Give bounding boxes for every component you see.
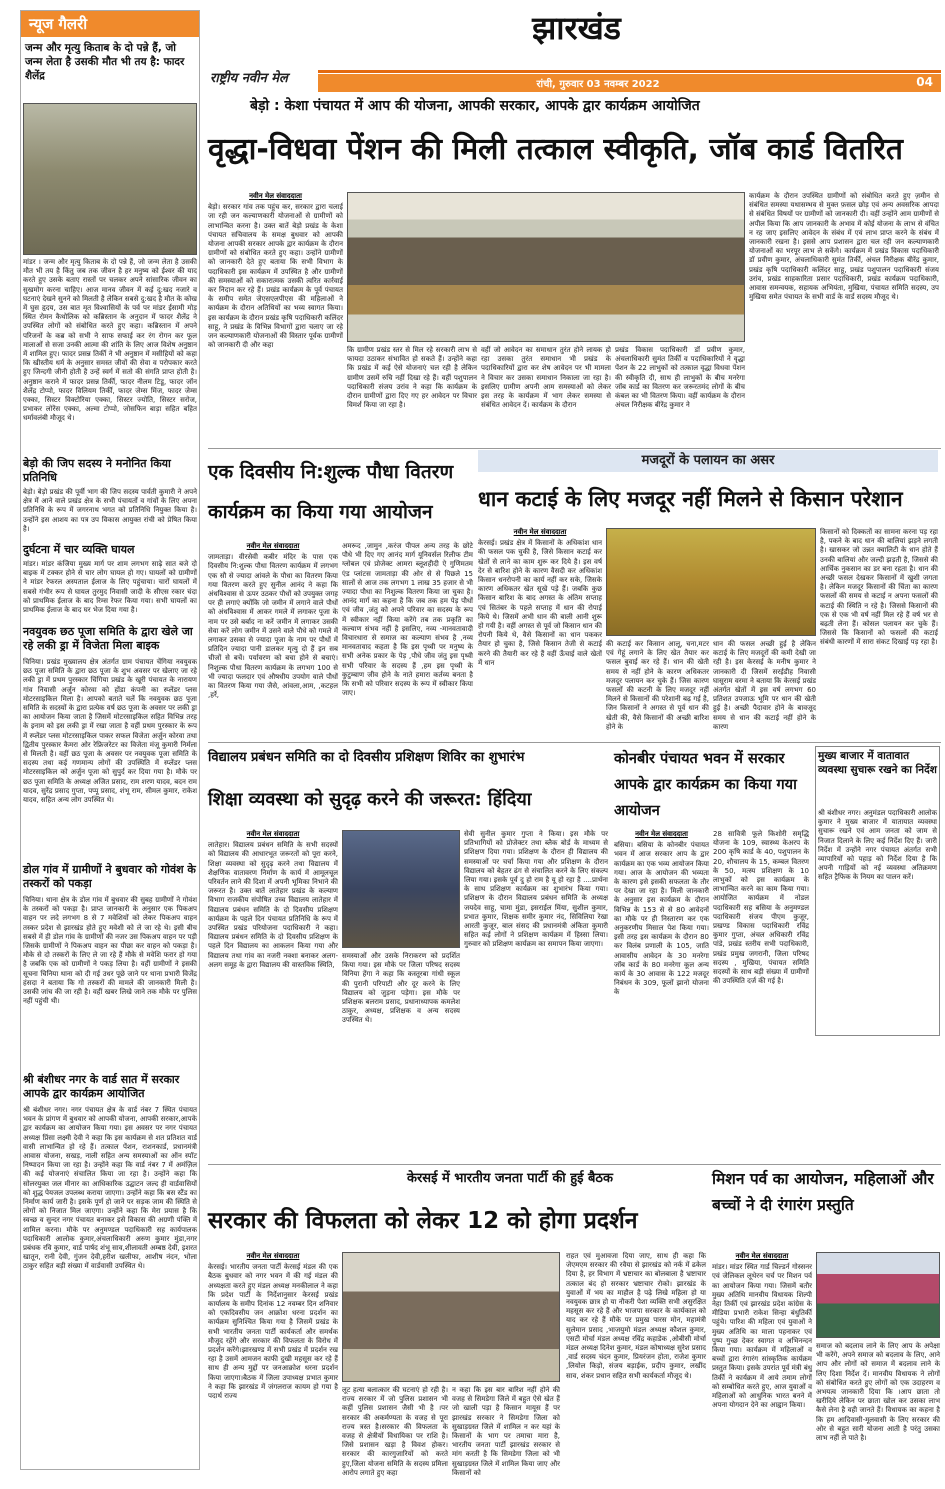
date-line: रांची, गुरुवार 03 नवम्बर 2022 (536, 79, 660, 90)
bjp-kicker: केरसई में भारतीय जनता पार्टी की हुई बैठक (407, 1171, 613, 1186)
school-kicker-box (208, 744, 608, 772)
bjp-col-1-text: केरसई। भारतीय जनता पार्टी केरसई मंडल की एक बैठक बुधवार को नगर भवन में की गई मंडल की अध्यक्षता करते हुए मंडल अध्यक्ष मनकीलाल ने कहा कि प्रदेश पार्टी के निर्देशानुसार केरसई प्रखंड कार्यालय के समीप दिनांक 12 नवम्बर दिन शनिवार को एकदिवसीय जन आक्रोश धरना प्रदर्शन का कार्यक्रम सुनिश्चित किया गया है जिसमें प्रखंड के सभी भारतीय जनता पार्टी कार्यकर्ता और समर्थक मौजूद रहेंगे और सरकार की विफलता के विरोध में प्रदर्शन करेंगे।झारखण्ड में सभी प्रखंड में प्रदर्शन रख रहा है उसमें आमजन काफी दुखी महसूस कर रहे हैं साथ ही अन्य मुद्दों पर जनआक्रोश धरना प्रदर्शन किया जाएगा।बैठक में जिला उपाध्यक्ष प्रभात कुमार ने कहा कि झारखंड में जंगलराज कायम हो गया है पदार्थ राज्य (208, 1263, 338, 1401)
bjp-col-1 (208, 1252, 338, 1472)
sidebar-quote-body: मांडर । जन्म और मृत्यु किताब के दो पन्ने हैं, जो जन्म लेता है उसकी मौत भी तय है किंतु जब तक जीवन है हर मनुष्य को ईश्वर की याद करते हुए उसके बताए रास्ताें पर चलकर अपने सांसारिक जीवन का सुखमोग करना चाहिए। आज मानव जीवन में कई दु:खद नजारे व घटनाएं देखने सुनने को मिलती है लेकिन सबसे दु:खद है मौत के कोख में घुस हृदय, उस बात मृत विश्वासियों के पर्व पर मांडर ईसामी मोड़ स्थित रोमन कैथोलिक को कब्रिस्तान के अनुदान में फादर शैलेंद्र ने उपस्थित लोगों को संबोधित करते हुए कहा। कब्रिस्तान में अपने परिजनों के कब्र को सभी ने साफ सफाई कर रंग रोगन कर फूल मालाओं से सजा उनकी आत्मा की शांति के लिए आज विशेष अनुष्ठान में शामिल हुए। फादर प्रसन्न तिर्की ने भी अनुष्ठान में मसीहियों को कहा कि खीस्तीय धर्म के अनुसार समस्त जीवों की सेवा व परोपकार करते हुए जिन्दगी जीनी होती है उन्हें स्वर्ग में सतो की संगति प्राप्त होती है। अनुष्ठान कराने में फादर प्रसन्न तिर्की, फादर नीलम टिडू, फादर जॉन शैलेंद्र टोप्पो, फादर विलियम तिर्की, फादर जेम्स मिंज, फादर जेम्स एक्का, सिस्टर विक्टोरिया एक्का, सिस्टर ज्योति, सिस्टर सरोज, प्रभाकर लोरेंस एक्का, अल्मा टोप्पो, जोसफिन बाड़ा सहित बहित धर्मावलंबी मौजूद थे। (23, 258, 198, 423)
bjp-headline: सरकार की विफलता को लेकर 12 को होगा प्रदर्शन (208, 1208, 638, 1234)
market-body: श्री बंशीधर नगर। अनुमंडल पदाधिकारी आलोक कुमार ने मुख्य बाजार में यातायात व्यवस्था सुचारू रखने एवं आम जनता को जाम से निजात दिलाने के लिए कई निर्देश दिए हैं। जारी निर्देश में उन्होंने नगर पंचायत अंतर्गत सभी व्यापारियों को पहाड़ को निर्देश दिया है कि अपनी गाड़ियों को नई व्यवस्था अतिक्रमण सहित ट्रैफिक के नियम का पालन करें। (818, 809, 937, 882)
plant-col-1 (208, 542, 338, 738)
sidebar-story2-body: बेड़ो। बेड़ो प्रखंड की पूर्वी भाग की जिप सदस्य पार्वती कुमारी ने अपने क्षेत्र में आने वाले प्रखंड क्षेत्र के सभी पंचायतों व गांवों के लिए अपना प्रतिनिधि के रूप में जगरनाथ भगत को प्रतिनिधि नियुक्त किया है। उन्होंने इस आशय का पत्र उप विकास आयुक्त रांची को प्रेषित किया है। (23, 488, 197, 533)
school-kicker: विद्यालय प्रबंधन समिति का दो दिवसीय प्रशिक्षण शिविर का शुभारंभ (208, 750, 525, 765)
page-number: 04 (916, 75, 933, 89)
labour-col-1-text: केरसई। प्रखंड क्षेत्र में किसानों के अधिकांश धान की फसल पक चुकी है, जिसे किसान कटाई कर खेतों से लाने का काम शुरू कर दिये है। इस वर्ष देर से बारिश होने के कारण वैसदी कर अधिकांश किसान धनरोपनी का कार्य नहीं कर सके, जिसके कारण अधिकतर खेत सूखे पड़े हैं। जबकि कुछ किसान बारिश के बाद अगस्त के अंतिम सप्ताह एवं सितंबर के पहले सप्ताह में धान की रोपाई किये थे। जिसमें अभी धान की बाली आनी शुरू हो गयी है। वहीं अगस्त से पूर्व जो किसान धान की रोपनी किये थे, वैसे किसानों का धान पककर तैयार हो चुका है, जिसे किसान तेजी से कटाई करने की तैयारी कर रहे हैं वहीं ऊँचाई वाले खेतों में धान (478, 539, 602, 667)
mission-headline: मिशन पर्व का आयोजन, महिलाओं और बच्चों ने दी रंगारंग प्रस्तुति (712, 1170, 934, 1214)
school-col-1-text: लातेहार। विद्यालय प्रबंधन समिति के सभी सदस्यों को विद्यालय की आधारभूत जरूरतों को पूरा करने, शिक्षा व्यवस्था को सुदृढ़ करने तथा विद्यालय में शैक्षणिक वातावरण निर्माण के कार्य में आमूलचूल परिवर्तन लाने की दिशा में अपनी भूमिका निभाने की जरूरत है। उक्त बातें लातेहार प्रखंड के कल्याण विभाग राजकीय संपोषित उच्च विद्यालय लातेहार में विद्यालय प्रबंधन समिति के दो दिवसीय प्रशिक्षण कार्यक्रम के पहले दिन पंचायत प्रतिनिधि के रूप में उपस्थित प्रखंड परियोजना पदाधिकारी ने कहा। विद्यालय प्रबंधन समिति के दो दिवसीय प्रशिक्षण के पहले दिन विद्यालय का आकलन किया गया और विद्यालय तथा गांव का नजरी नक्शा बनाकर अलग-अलग समूह के द्वारा विद्यालय की वास्तविक स्थिति, (208, 841, 338, 969)
sidebar-story4-body: चिनिया। प्रखंड मुख्यालय क्षेत्र अंतर्गत ग्राम पंचायत चेंगिया नवयुवक छठ पूजा समिति के द्वारा छठ पूजा के शुभ अवसर पर खेलाए जा रहे लकी ड्रा में प्रथम पुरस्कार चिंगिया प्रखंड के खूरी पंचायत के नारायण गांव निवासी अर्जुन कोरवा को होंडा कंपनी का स्प्लेंडर प्लस मोटरसाइकिल मिला है। आपको बताते चलें कि नवयुवक छठ पूजा समिति के सदस्यों के द्वारा प्रत्येक वर्ष छठ पूजा के अवसर पर लकी ड्रा का आयोजन किया जाता है जिसमें मोटरसाइकिल सहित विभिन्न तरह के इनाम को इस लकी ड्रा में रखा जाता है वहीं प्रथम पुरस्कार के रूप में स्प्लेंडर प्लस मोटरसाइकिल पाकर सफल विजेता अर्जुन कोरवा तथा द्वितीय पुरस्कार कैमरा ओर रेफ्रिजरेटर का विजेता मंजू कुमारी निर्मला से मिलती है। वहीं छठ पूजा के अवसर पर नवयुवक पूजा समिति के सदस्य तथा कई गणमान्य लोगों की उपस्थिति में स्प्लेंडर प्लस मोटरसाइकिल को अर्जुन पूजा को सुपुर्द कर दिया गया है। मौके पर छठ पूजा समिति के अध्यक्ष अजित प्रसाद, राम शरण यादव, बदन राम यादव, सुरेंद्र प्रसाद गुप्ता, पप्पू प्रसाद, शंभू राम, सीमल कुमार, राकेश यादव, सहित अन्य लोग उपस्थित थे। (23, 658, 197, 805)
konbir-col-1-text: बसिया। बसिया के कोनबीर पंचायत भवन में आज सरकार आप के द्वार कार्यक्रम का एक भव्य आयोजन किया गया। आज के आयोजन की भव्यता के कारण इसे इसकी सफलता के तौर पर देखा जा रहा है। मिली जानकारी के अनुसार इस कार्यक्रम के दौरान विभिन्न के 153 से से 80 आवेदनों का मौके पर ही निस्तारण कर एक अनुकरणीय मिसाल पेश किया गया। इसी तरह इस कार्यक्रम के दौरान 80 कर विलंब प्रणाली के 105, जाति आवासीय आवेदन के 30 मनरेगा जॉब कार्ड के 80 मनरेगा कूल अन्य कार्य के 30 आवास के 122 मजदूर निबंधन के 309, फूलों झानो योजना के (614, 841, 709, 997)
bjp-photo (342, 1252, 560, 1382)
bjp-col-2: लूट हत्या बलात्कार की घटनाएं हो रही है।राज्य सरकार में जो पुलिस प्रशासन भी कहीं पुलिस प्रशासन जैसी भी है ।पर सरकार की अकर्मण्यता के वजह से पूरा राज्य त्रस्त है।सरकार की विफलता के वजह से क्षेत्रीयों विधायिका पर राशि है। जिसे प्रशासन खड़ा है विवश होकर। सरकार की कारगुजारियों को करते हुए,जिला योजना समिति के सदस्य प्रमिला आरोप लगाते हुए कहा (342, 1386, 448, 1477)
labour-col-1 (478, 528, 602, 738)
mission-byline: नवीन मेल संवाददाता (735, 1252, 789, 1260)
masthead (208, 0, 945, 60)
sidebar-quote: जन्म और मृत्यु किताब के दो पन्ने हैं, जो जन्म लेता है उसकी मौत भी तय है: फादर शैलेंद्र (25, 42, 185, 82)
sidebar-title: न्यूज गैलरी (21, 11, 199, 37)
lead-col-4: प्रखंड विकास पदाधिकारी डॉ प्रवीण कुमार, अंचलाधिकारी सुमंत तिर्की व पदाधिकारियों ने वृद्धा पेंशन के 22 लाभुकों को तत्काल वृद्धा विधवा पेंशन की स्वीकृति दी, साथ ही लाभुकों के बीच मनरेगा जॉब कार्ड का वितरण कर जरूरतमंद लोगों के बीच कंबल का भी वितरण किया। वहीं कार्यक्रम के दौरान अंचल निरीक्षक बीरेंद्र कुमार ने (615, 346, 745, 410)
bjp-headline-box (208, 1194, 708, 1248)
school-photo (342, 830, 460, 948)
school-col-2: समस्याओं और उसके निराकरण को प्रदर्शित किया गया। इस मौके पर जिला परिषद सदस्य विनिया हेंगा ने कहा कि कस्तूरबा गांधी स्कूल की पुरानी परिपाटी और दूर करने के लिए विद्यालय को जुड़ना पड़ेगा। इस मौके पर प्रशिक्षक बलराम प्रसाद, प्रधानाध्यापक कमलेश ठाकुर, अध्यक्ष, प्रशिक्षक व अन्य सदस्य उपस्थित थे। (342, 952, 460, 1025)
labour-kicker: मजदूरों के पलायन का असर (641, 453, 775, 468)
labour-byline: नवीन मेल संवाददाता (513, 528, 567, 536)
labour-headline-box (478, 474, 940, 524)
bjp-byline: नवीन मेल संवाददाता (246, 1252, 300, 1260)
mission-col-2: समाज को बदलाव लाने के लिए आप के अपेक्षा भी करेंगे, अपने समाज को बदलाव के लिए, आने आप और लोगों को समाज में बदलाव लाने के लिए दिशा निर्देश दें। मानवीय विधायक ने लोगों को संबोधित करते हुए लोगों को एक उदाहरण व अभयत्व जानकारी दिया कि ।आप छाता तो खरीदिये लेकिन पर छाता खोल कर उसका लाभ कैसे लेना है वही जानते हैं। विधायक का कहना है कि हम आदिवासी-मूलवासी के लिए सरकार की ओर से बहुत सारी योजना आती है परंतु उसका लाभ नहीं ले पाते है। (816, 1342, 940, 1443)
market-box (815, 746, 940, 1036)
sidebar-story2-title: बेड़ो की जिप सदस्य ने मनोनित किया प्रतिनिधि (23, 457, 171, 484)
sidebar (20, 10, 200, 1470)
sidebar-story5-title: डोल गांव में ग्रामीणों ने बुधवार को गोवंश के तस्करों को पकड़ा (23, 863, 196, 890)
sidebar-story3-body: मांडर। मांडर कंजिया मुख्य मार्ग पर शाम लगभग साढ़े सात बजे दो बाइक में टक्कर होने से चार लोग घायल हो गए। घायलों को ग्रामीणों ने मांडर रेफरल अस्पताल ईलाज के लिए पहुंचाया। चारों घायलों में सबसे गंभीर रूप से घायल तुरमुद निवासी जादी के सीएस रकार चंदा को प्राथमिक ईलाज के बाद रिम्स रेफर किया गया। सभी घायलों का प्राथमिक ईलाज के बाद घर भेज दिया गया है। (23, 560, 197, 615)
labour-col-4: किसानों को दिक्कतों का सामना करना पड़ रहा है, पकने के बाद धान की बालियां झड़ने लगती है। खासकर जो उन्नत क्वालिटी के धान होते हैं उनकी बालियां और जल्दी झड़ती है, जिससे की आर्थिक नुकसान का डर बना रहता है। धान की अच्छी फसल देखकर किसानों में खुशी जगता है। लेकिन मजदूर किसानों की चिंता का कारण फसलों की समय से कटाई न अपना फसलों की कटाई की स्थिति न रहे है। जिससे किसानों की एक से एक भी वर्ष नहीं मिल रहे हैं वर्ष भर से बढ़ती लेना हैं। कोसल पलायन कर चुके हैं। जिससे कि किसानों को फसलों की कटाई संबंधी कारणों में सारा संकट दिखाई पड़ रहा है। (820, 528, 938, 647)
header-rule (318, 70, 941, 73)
lead-col-2: कि ग्रामीण प्रखंड स्तर से मिल रहे सरकारी लाभ से फायदा उठाकर संभावित हो सकते हैं। उन्होंने कहा कि प्रखंड में कई ऐसे योजनाएं चल रही है लेकिन ग्रामीण उसमें रुचि नहीं दिखा रहे हैं। वहीं पशुपालन पदाधिकारी संजय उरांव ने कहा कि कार्यक्रम के दौरान ग्रामीणों द्वारा दिए गए हर आवेदन पर विचार विमर्श किया जा रहा है। (347, 346, 477, 410)
mission-headline-box (712, 1166, 940, 1250)
lead-col-3: वहीं जो आवेदन का समाधान तुरंत होने लायक हो रहा उसका तुरंत समाधान भी प्रखंड के पदाधिकारियों द्वारा कर शेष आवेदन पर भी मामला ने विचार कर उसका समाधान निकाला जा रहा है। इसलिए ग्रामीण अपनी आम समस्याओं को लेकर इस तरह के कार्यक्रम में भाग लेकर समस्या से संबंधित आवेदन दें। कार्यक्रम के दौरान (481, 346, 611, 410)
labour-photo (606, 528, 816, 636)
mission-col-1 (712, 1252, 812, 1472)
lead-byline: नवीन मेल संवाददाता (249, 192, 302, 200)
plant-headline-box (208, 452, 473, 538)
plant-headline-l1: एक दिवसीय नि:शुल्क पौधा वितरण (208, 461, 454, 483)
school-byline: नवीन मेल संवाददाता (246, 830, 300, 838)
labour-col-2: की कटाई कर किसान आलू, चना,मटर एवं गेहूं लगाने के लिए खेत तैयार कर फसल बुवाई कर रहे हैं। धान की खेती समय से नहीं होने के कारण अधिकतर मजदूर पलायन कर चुके हैं। जिस कारण फसलों की कटनी के लिए मजदूर नहीं मिलने से किसानों की परेशानी बढ़ गई है, जिन किसानों ने अगस्त से पूर्व धान की खेती की, वैसे किसानों की अच्छी बारिश होने के (606, 640, 709, 731)
bjp-col-3: न कहा कि इस बार बारिश नहीं होने की वजह से सिमडेगा जिले में बहुत ऐसे खेत हैं जो खाली पड़ा है किसान मायूस हैं पर झारखंड सरकार ने सिमडेगा जिला को सुखाड़ग्रस्त जिले में शामिल न कर यहां के किसानों के भाग पर तमाचा मारा है, भारतीय जनता पार्टी झारखंड सरकार से मांग करती है कि सिमडेगा जिला को भी सुखाड़ग्रस्त जिले में शामिल किया जाए और किसानों को (452, 1386, 560, 1477)
lead-col-1 (208, 192, 343, 492)
date-band (318, 74, 941, 92)
konbir-headline: कोनबीर पंचायत भवन में सरकार आपके द्वार कार्यक्रम का किया गया आयोजन (614, 751, 797, 819)
school-headline-box (208, 774, 608, 826)
header-bar (208, 62, 941, 98)
bjp-kicker-box (330, 1166, 690, 1192)
divider (208, 448, 941, 449)
state-title: झारखंड (532, 9, 621, 47)
school-headline: शिक्षा व्यवस्था को सुदृढ़ करने की जरूरत: हिंदिया (208, 789, 532, 810)
sidebar-photo (23, 103, 197, 255)
sidebar-story4-title: नवयुवक छठ पूजा समिति के द्वारा खेले जा रहे लकी ड्रा में विजेता मिला बाइक (23, 625, 193, 652)
sidebar-story6-title: श्री बंशीधर नगर के वार्ड सात में सरकार आपके द्वार कार्यक्रम आयोजित (23, 1073, 180, 1100)
labour-kicker-band (478, 450, 938, 472)
market-title: मुख्य बाजार में वातावात व्यवस्था सुचारू रखने का निर्देश (818, 750, 937, 776)
mission-col-1-text: मांडर। मांडर स्थित गार्ड चिल्डर्न गोस्सनर एवं जेलिकल लूथेरन चर्च पर मिशन पर्व का आयोजन किया गया। जिसमें बतौर मुख्य अतिथि मानवीय विधायक शिल्पी नेहा तिर्की एवं झारखंड प्रदेश कांग्रेस के मीडिया प्रभारी राकेश सिन्हा बंधुतिर्की पहुंचे। पारिश की महिला एवं युवाओं ने मुख्य अतिथि का माला पहनाकर एवं पुष्प गुच्छ देकर स्वागत व अभिनन्दन किया गया। कार्यक्रम में महिलाओं व बच्चों द्वारा रंगारंग सांस्कृतिक कार्यक्रम प्रस्तुत किया। इसके उपरांत पूर्व मंत्री बंधु तिर्की ने कार्यक्रम में आये तमाम लोगों को सम्बोधित करते हुए, आज युवाओं व महिलाओं को आधुनिक भारत बनने में अपना योगदान देने का आह्वान किया। (712, 1263, 812, 1410)
lead-headline: वृद्धा-विधवा पेंशन की मिली तत्काल स्वीकृति, जॉब कार्ड वितरित (208, 132, 903, 167)
sidebar-story5-body: चिनिया। थाना क्षेत्र के डोल गांव में बुधवार की सुबह ग्रामीणों ने गोवंश के तस्करों को पकड़ा है। प्राप्त जानकारी के अनुसार एक पिकअप वाहन पर लदे लगभग 8 से 7 मवेशियों को लेकर पिकअप वाहन तस्कर प्रदेश से झारखंड होते हुए मवेशी को ले जा रहे थे। इसी बीच सबसे में ही डोल गांव के ग्रामीणों की नजर उस पिकअप वाहन पर पड़ी जिसके ग्रामीणों ने पिकअप वाहन का पीछा कर वाहन को पकड़ा है। मौके से दो तस्करों के लिए ले जा रहे हैं मौके से मवेशि फरार हो गया है जबकि एक को ग्रामीणों ने पकड़ लिया है। वहीं ग्रामीणों ने इसकी सूचना चिनिया थाना को दी गई उधर पूछे जाने पर थाना प्रभारी विजेंद्र हंसदा ने बताया कि गो तस्करों की मामले की जानकारी मिली है। उसकी जांच की जा रही है। वहीं खबर लिखे जाने तक मौके पर पुलिस नहीं पहुंची थी। (23, 896, 197, 1006)
plant-col-2: अमरूद ,जामुन ,करंज पीपल अन्य तरह के छोटे पौधे भी दिए गए आनंद मार्ग यूनिवर्सल रिलीफ टीम ग्लोबल एवं प्रोजेक्ट आमरा ब्लूशहीदी ऐ गुणिमतम एंड प्लांटस जामताड़ा की ओर से से पिछले 15 सालों से आज तक लगभग 1 लाख 35 हजार से भी ज्यादा पौधा का निशुल्क वितरण किया जा चुका है। आनंद मार्ग का कहना है कि जब तक हम पेड़ पौधों एवं जीव ,जंतु को अपने परिवार का सदस्य के रूप में स्वीकार नहीं किया करेंगे तब तक प्रकृति का कल्याण संभव नहीं है इसलिए, नव्य -मानवतावादी विचारधारा से समाज का कल्याण संभव है ,नव्य मानवतावाद कहता है कि इस पृथ्वी पर मनुष्य के सभी अनेक प्रकार के पेड़ ,पौधे जीव जंतु इस पृथ्वी सभी परिवार के सदस्य हैं ,हम इस पृथ्वी के कुटुम्बाण जीव होने के नाते हमारा कर्तव्य बनता है कि सभी को परिवार सदस्य के रूप में स्वीकार किया जाए। (342, 542, 473, 698)
sidebar-story6-body: श्री बंशीधर नगर। नगर पंचायत क्षेत्र के वार्ड नंबर 7 स्थित पंचायत भवन के प्रांगण में बुधवार को आपकी योजना, आपकी सरकार,आपके द्वार कार्यक्रम का आयोजन किया गया। इस अवसर पर नगर पंचायत अध्यक्ष प्रिंसा लक्ष्मी देवी ने कहा कि इस कार्यक्रम से शत प्रतिशत वार्ड वासी लाभान्वित हो रहे हैं। तत्काल पेंशन, राशनकार्ड, प्रधानमंत्री आवास योजना, सखड़, नाली सहित अन्य समस्याओं का ऑन स्पॉट निष्पादन किया जा रहा है। उन्होंने कहा कि वार्ड नंबर 7 में अमंज़िल की कई योजनाएं संचालित किया जा रहा है। उन्होंने कहा कि सोलरयुक्त जल मीनार का आधिकारिक उद्घाटन जल्द ही वार्डवासियों को शुद्ध पेयजल उपलब्ध कराया जाएगा। उन्होंने कहा कि बस स्टैंड का निर्माण कार्य जारी है। इसके पूर्ण हो जाने पर सड़क जाम की स्थिति से लोगों को निजात मिल जाएगा। उन्होंने कहा कि मेरा प्रयास है कि स्वच्छ व सुन्दर नगर पंचायत बनाकर इसे विकास की अग्रणी पंक्ति में शामिल करना। मौके पर अनुमण्डल पदाधिकारी सह कार्यपालक पदाधिकारी आलोक कुमार,अंचलाधिकारी अरुण कुमार मुंडा,नगर प्रबंधक रवि कुमार, वार्ड पार्षद शंभू साव,शीलावती अम्बष्ठ देवी, इशरत खातून, रानी देवी, गुंजन देवी,हरीश खलीफा, आशीष नंदन, भोला ठाकुर सहित बड़ी संख्या में वार्डवासी उपस्थित थे। (23, 1106, 197, 1271)
lead-headline-box (208, 120, 941, 190)
mission-photo (816, 1252, 940, 1338)
plant-col-1-text: जामताड़ा। वीरसेवी कबीर मंदिर के पास एक दिवसीय नि:शुल्क पौधा वितरण कार्यक्रम में लगभग एक सौ से ज्यादा आंवले के पौधा का वितरण किया गया वितरण करते हुए सुनील आनंद ने कहा कि अंधविश्वास से ऊपर उठकर पौधों को उपयुक्त जगह पर ही लगाएं क्योंकि जो जमीन में लगाने वाले पौधों को अंधविश्वास में आकर गमले में लगाकर पूजा के नाम पर उसे बर्बाद ना करें जमीन में लगाकर उसकी सेवा करें लोग जमीन में उसने वाले पौधे को गमले में लगाकर उसका से ज्यादा पूजा के नाम पर पौधों में प्रतिदिन ज्यादा पानी डालकर मृत्यु दो हैं इन सब चीजों से बचें। पर्यावरण को बचा होने से बचाएं। निशुल्क पौधा वितरण कार्यक्रम के लगभग 100 से भी ज्यादा फलदार एवं औषधीय उपयोग वाले पौधों का वितरण किया गया जैसे, आंवला,आम, ,कटहल ,हर्रे, (208, 553, 338, 700)
school-col-3: सेवी सुनील कुमार गुप्ता ने किया। इस मौके पर प्रतिभागियों को प्रोजेक्टर तथा ब्लैक बोर्ड के माध्यम से प्रशिक्षण दिया गया। प्रशिक्षण के दौरान ही विद्यालय की समस्याओं पर चर्चा किया गया और प्रशिक्षण के दौरान विद्यालय को बेहतर ढंग से संचालित करने के लिए संकल्प लिया गया। इसके पूर्व दु हो राम है यू हो रहा है ....प्रार्थना के साथ प्रशिक्षण कार्यक्रम का शुभारंभ किया गया। प्रशिक्षण के दौरान विद्यालय प्रबंधन समिति के अध्यक्ष जयदेव साहू, चामा मुंडा, इसराईल मिंया, सुशील कुमार, प्रभात कुमार, शिक्षक समीर कुमार नंद, सिविलिया रेखा आरती कुजूर, बाल संसद की प्रधानमंत्री अंकिता कुमारी सहित कई लोगों ने प्रशिक्षण कार्यक्रम में हिस्सा लिया। गुरुवार को प्रशिक्षण कार्यक्रम का समापन किया जाएगा। (464, 830, 608, 949)
labour-headline: धान कटाई के लिए मजदूर नहीं मिलने से किसान परेशान (478, 487, 903, 511)
lead-col-1-text: बेड़ो। सरकार गांव तक पहुंच कर, सरकार द्वारा चलाई जा रही जन कल्याणकारी योजनाओं से ग्रामीणों को लाभान्वित करना है। उक्त बातें बेड़ो प्रखंड के केशा पंचायत सचिवालय के समक्ष बुधवार को आपकी योजना आपकी सरकार आपके द्वार कार्यक्रम के दौरान ग्रामीणों को संबोधित करते हुए कहा। उन्होंने ग्रामीणों को जानकारी देते हुए बताया कि सभी विभाग के पदाधिकारी इस कार्यक्रम में उपस्थित है और ग्रामीणों की समस्याओं को सकारात्मक उसकी त्वरित कार्रवाई कर निदान कर रहे हैं। प्रखंड कार्यक्रम के पूर्व पंचायत के समीप समेत जेएसएलपीएस की महिलाओं ने कार्यक्रम के दौरान अतिथियों का भव्य स्वागत किया। इस कार्यक्रम के दौरान प्रखंड कृषि पदाधिकारी कलिंदर साहू, ने प्रखंड के विभिन्न विभागों द्वारा चलाए जा रहे जन कल्याणकारी योजनाओं की विस्तार पूर्वक ग्रामीणों को जानकारी दी और कहा (208, 203, 343, 350)
divider (208, 1164, 941, 1165)
lead-photo (347, 192, 745, 342)
bjp-col-4: राहत एवं मुआवजा दिया जाए, साथ ही कहा कि जेएमएम सरकार की रवैया से झारखंड को नर्क में ढकेल दिया है, हर विभाग में भ्रष्टाचार का बोलबाला है भ्रष्टाचार तत्काल बंद हो सरकार भ्रष्टाचार रोको। झारखंड के युवाओं में भय का माहौल है पढ़े लिखे महिला हो या नवयुवक छात्र हो या नौकरी पेशा व्यक्ति सभी असुरक्षित महसूस कर रहे हैं और भाजपा सरकार के कार्यकाल को याद कर रहे हैं मौके पर प्रमुख पारस मोन, महामंत्री सुलेमान प्रसाद ,भाजयुमो मंडल अध्यक्ष कौशल कुमार, एसटी मोर्चा मंडल अध्यक्ष रविंद्र कहाडेक ,ओबीसी मोर्चा मंडल अध्यक्ष दिनेश कुमार, मंडल कोषाध्यक्ष सुरेश प्रसाद ,वार्ड सदस्य चंदन कुमार, प्रियरंजन होता, राजेश कुमार ,लियोल किड़ो, संजय बड़ाईक, प्रदीप कुमार, लखींद साव, शंकर प्रधान सहित सभी कार्यकर्ता मौजूद थे। (566, 1252, 706, 1380)
plant-byline: नवीन मेल संवाददाता (246, 542, 300, 550)
paper-logo: राष्ट्रीय नवीन मेल (210, 71, 288, 86)
lead-col-5: कार्यक्रम के दौरान उपस्थित ग्रामीणों को संबोधित करते हुए ज़मीन से संबंधित समस्या यथासम्भव से मुक्त फ़सल छोड़ एवं अन्य अवसरिक आपदा से संबंधित विषयों पर ग्रामीणों को जानकारी दी। वहीं उन्होंने आम ग्रामीणों से अपील किया कि आप जानकारी के अभाव में कोई योजना के लाभ से वंचित न रह जाए इसलिए आवेदन के संबंध में एवं लाभ प्राप्त करने के संबंध में जानकारी रखना है। इससे आप प्रशासन द्वारा चल रही जन कल्याणकारी योजनाओं का भरपूर लाभ ले सकेंगे। कार्यक्रम में प्रखंड विकास पदाधिकारी डॉ प्रवीण कुमार, अंचलाधिकारी सुमंत तिर्की, अंचल निरीक्षक बीरेंद्र कुमार, प्रखंड कृषि पदाधिकारी कलिंदर साहू, प्रखंड पशुपालन पदाधिकारी संजय उरांव, प्रखंड साहकारिता प्रसार पदाधिकारी, प्रखंड कार्यक्रम पदाधिकारी, आवास समन्वयक, सहायक अभियंता, मुखिया, पंचायत समिति सदस्य, उप मुखिया समेत पंचायत के सभी वार्ड के वार्ड सदस्य मौजूद थे। (749, 192, 939, 302)
sidebar-story3-title: दुर्घटना में चार व्यक्ति घायल (23, 543, 135, 556)
school-col-1 (208, 830, 338, 1160)
lead-kicker: बेड़ो : केशा पंचायत में आप की योजना, आपकी सरकार, आपके द्वार कार्यक्रम आयोजित (250, 98, 700, 114)
plant-headline-l2: कार्यक्रम का किया गया आयोजन (208, 501, 433, 523)
divider (208, 742, 941, 743)
konbir-col-2: 28 सावित्री फूले किशोरी समृद्धि योजना के 109, स्वास्थ्य केअरप के 200 कृषि कार्ड के 40, पशुपालन के 20, शौचालय के 15, कम्बल वितरण के 50, मत्स्य प्रशिक्षण के 10 लाभुकों को इस कार्यक्रम के लाभान्वित करने का काम किया गया। आयोजित कार्यक्रम में नोडल पदाधिकारी सह बसिया के अनुमण्डल पदाधिकारी संजय पीएम कुजूर, प्रखण्ड विकास पदाधिकारी रविंद्र कुमार गुप्ता, अंचल अधिकारी रविंद्र पांडे, प्रखंड स्तरीय सभी पदाधिकारी, प्रखंड प्रमुख जगरानी, जिला परिषद सदस्य , मुखिया, पंचायत समिति सदस्यों के साथ बड़ी संख्या में ग्रामीणों की उपस्थिति दर्ज की गई है। (713, 830, 809, 986)
konbir-byline: नवीन मेल संवाददाता (635, 830, 688, 838)
konbir-headline-box (614, 746, 809, 826)
konbir-col-1 (614, 830, 709, 1160)
labour-col-3: धान की फसल अच्छी हुई है लेकिन कटाई के लिए मजदूरों की कमी देखी जा रही है। इस केरसई के मनीष कुमार ने जानकारी दी जिसमें सरईडीह निवासी घासूराम वरमा ने बताया कि केरसई प्रखंड अंतर्गत खेतों में इस वर्ष लगभग 60 प्रतिशत उपजाऊ भूमि पर धान की खेती हुई है। अच्छी पैदावार होने के बावजूद समय से धान की कटाई नहीं होने के कारण (713, 640, 816, 731)
